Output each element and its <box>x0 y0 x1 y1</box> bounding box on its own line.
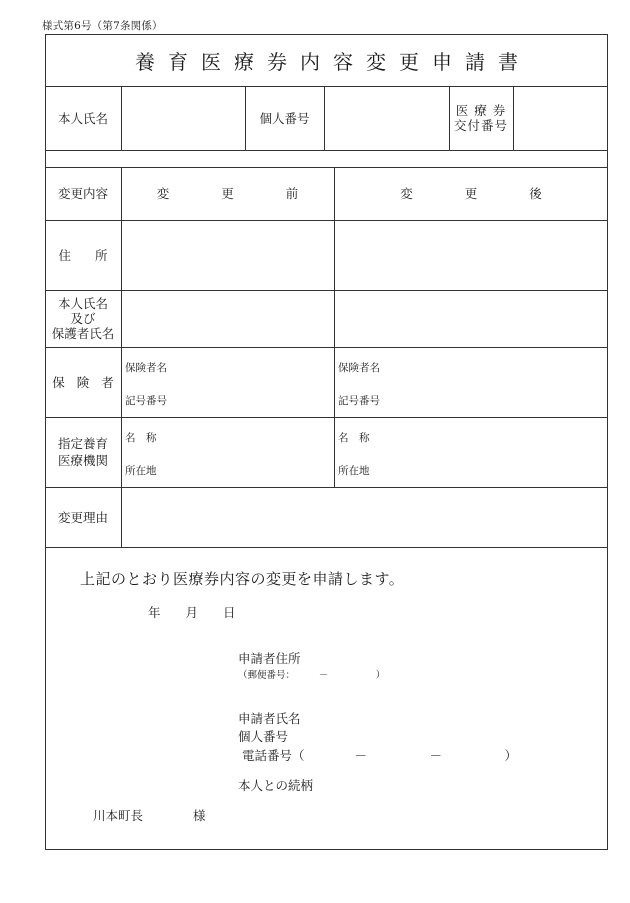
personal-number-field[interactable] <box>325 86 449 150</box>
reason-label: 変更理由 <box>57 509 108 525</box>
relationship-label: 本人との続柄 <box>238 778 314 793</box>
names-label: 本人氏名 及び 保護者氏名 <box>51 296 115 341</box>
institution-location-before-label: 所在地 <box>125 465 157 477</box>
rule <box>45 417 608 418</box>
names-before-field[interactable] <box>122 291 334 347</box>
after-change-header: 変 更 後 <box>400 186 566 201</box>
phone-number-line: 電話番号（ － － ） <box>242 748 518 763</box>
insurer-code-after-label: 記号番号 <box>338 395 380 407</box>
ticket-number-field[interactable] <box>514 86 608 150</box>
application-statement: 上記のとおり医療券内容の変更を申請します。 <box>80 570 405 588</box>
rule <box>45 150 608 151</box>
postal-code-line: （郵便番号： － ） <box>238 670 386 681</box>
address-after-field[interactable] <box>335 221 608 290</box>
applicant-name-sign-label: 申請者氏名 <box>238 711 301 726</box>
address-before-field[interactable] <box>122 221 334 290</box>
before-change-header: 変 更 前 <box>156 186 323 201</box>
address-label: 住 所 <box>58 247 118 263</box>
addressee-line: 川本町長 様 <box>93 808 206 823</box>
applicant-number-label: 個人番号 <box>238 729 289 744</box>
rule <box>45 547 608 548</box>
form-number-label: 様式第6号（第7条関係） <box>42 20 163 32</box>
institution-label: 指定養育 医療機関 <box>57 436 108 468</box>
reason-field[interactable] <box>122 488 608 547</box>
date-line: 年 月 日 <box>148 605 236 620</box>
rule <box>45 347 608 348</box>
personal-number-label: 個人番号 <box>259 110 310 126</box>
institution-name-before-label: 名 称 <box>125 432 157 444</box>
change-content-label: 変更内容 <box>57 186 108 201</box>
page-title: 養育医療券内容変更申請書 <box>135 49 531 74</box>
ticket-number-label: 医 療 券 交付番号 <box>453 103 508 133</box>
insurer-name-after-label: 保険者名 <box>338 362 380 374</box>
institution-location-after-label: 所在地 <box>338 465 370 477</box>
applicant-name-label: 本人氏名 <box>57 110 108 126</box>
insurer-label: 保 険 者 <box>52 374 118 390</box>
insurer-name-before-label: 保険者名 <box>125 362 167 374</box>
names-after-field[interactable] <box>335 291 608 347</box>
institution-name-after-label: 名 称 <box>338 432 370 444</box>
applicant-address-label: 申請者住所 <box>238 651 301 666</box>
applicant-name-field[interactable] <box>122 86 245 150</box>
insurer-code-before-label: 記号番号 <box>125 395 167 407</box>
